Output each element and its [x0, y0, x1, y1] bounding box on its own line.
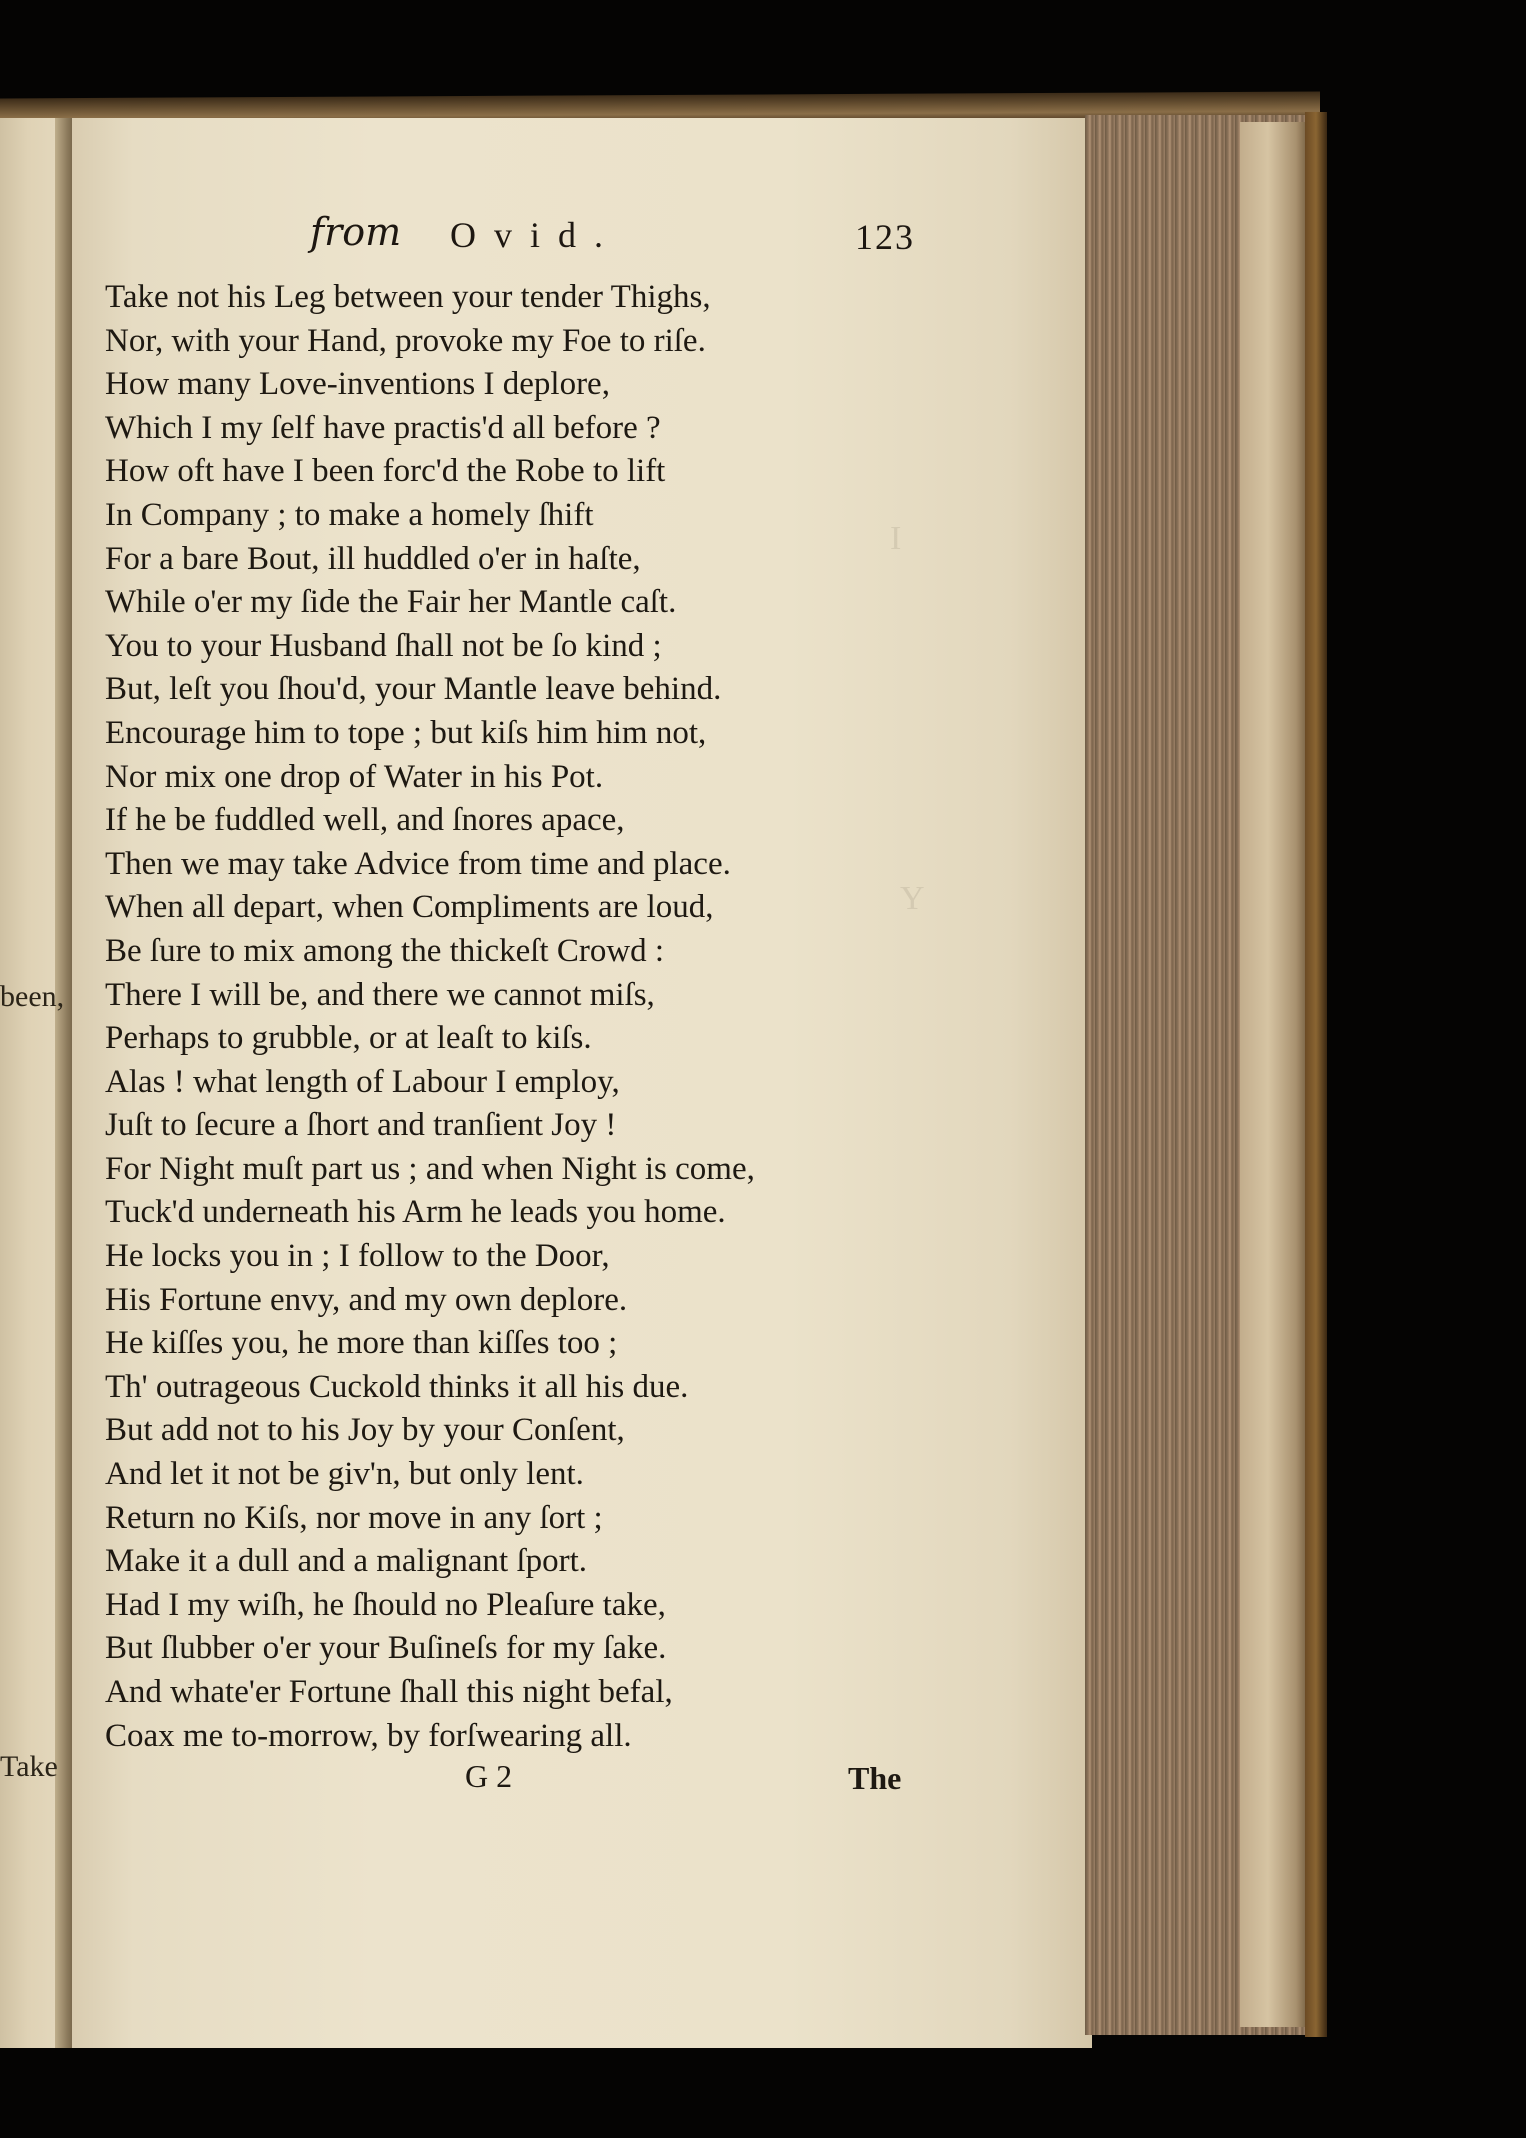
verse-line: He kiſſes you, he more than kiſſes too ;	[105, 1325, 618, 1362]
verse-line: And whate'er Fortune ſhall this night befal,	[105, 1674, 673, 1710]
verse-line: His Fortune envy, and my own deplore.	[105, 1281, 628, 1318]
verse-line: But ſlubber o'er your Buſineſs for my ſake.	[105, 1630, 667, 1667]
verse-line: Coax me to-morrow, by forſwearing all.	[105, 1717, 632, 1754]
verse-line: If he be fuddled well, and ſnores apace,	[105, 802, 625, 839]
running-head	[310, 210, 950, 270]
verse-line: For Night muſt part us ; and when Night is come,	[105, 1150, 755, 1187]
signature-mark: G 2	[465, 1758, 513, 1794]
show-through-mark: Y	[900, 880, 925, 917]
verse-line: Make it a dull and a malignant ſport.	[105, 1543, 588, 1580]
verse-line: But, leſt you ſhou'd, your Mantle leave behind.	[105, 671, 722, 708]
verse-line: When all depart, when Compliments are loud,	[105, 889, 714, 926]
running-title: from	[310, 210, 402, 254]
verse-line: Juſt to ſecure a ſhort and tranſient Joy !	[105, 1107, 617, 1144]
page-block-edge-highlight	[1240, 122, 1310, 2027]
verse-line: Perhaps to grubble, or at leaſt to kiſs.	[105, 1020, 592, 1057]
show-through-mark: I	[890, 520, 902, 557]
verse-line: In Company ; to make a homely ſhift	[105, 496, 594, 533]
previous-page-word: Take	[0, 1750, 58, 1783]
verse-line: There I will be, and there we cannot miſs,	[105, 976, 655, 1013]
verse-line: How oft have I been forc'd the Robe to lift	[105, 453, 666, 490]
verse-line: For a bare Bout, ill huddled o'er in haſte,	[105, 540, 641, 577]
verse-line: Then we may take Advice from time and place.	[105, 845, 731, 882]
verse-line: Encourage him to tope ; but kiſs him him not,	[105, 714, 707, 751]
verse-line: Th' outrageous Cuckold thinks it all his due.	[105, 1368, 689, 1405]
verse-line: And let it not be giv'n, but only lent.	[105, 1456, 584, 1493]
verse-line: Be ſure to mix among the thickeſt Crowd :	[105, 932, 665, 969]
bottom-background	[0, 2048, 1526, 2138]
verse-text	[105, 276, 865, 1758]
previous-page-word: been,	[0, 980, 65, 1013]
page-number: 123	[855, 217, 915, 257]
running-author: Ovid.	[450, 215, 621, 255]
top-background	[0, 0, 1526, 90]
verse-line: Had I my wiſh, he ſhould no Pleaſure take,	[105, 1586, 666, 1623]
book-board	[1305, 112, 1327, 2037]
verse-line: Nor mix one drop of Water in his Pot.	[105, 758, 604, 795]
verse-line: Take not his Leg between your tender Thighs,	[105, 279, 711, 315]
verse-line: Return no Kiſs, nor move in any ſort ;	[105, 1499, 603, 1536]
verse-line: While o'er my ſide the Fair her Mantle caſt.	[105, 584, 677, 621]
verse-line: But add not to his Joy by your Conſent,	[105, 1412, 625, 1449]
catchword: The	[848, 1760, 902, 1796]
verse-line: You to your Husband ſhall not be ſo kind ;	[105, 627, 662, 664]
verse-line: Which I my ſelf have practis'd all before ?	[105, 409, 661, 446]
verse-line: Alas ! what length of Labour I employ,	[105, 1063, 620, 1100]
verse-line: Nor, with your Hand, provoke my Foe to riſe.	[105, 322, 706, 359]
verse-line: How many Love-inventions I deplore,	[105, 366, 610, 403]
verse-line: Tuck'd underneath his Arm he leads you home.	[105, 1194, 726, 1231]
verse-line: He locks you in ; I follow to the Door,	[105, 1238, 610, 1275]
